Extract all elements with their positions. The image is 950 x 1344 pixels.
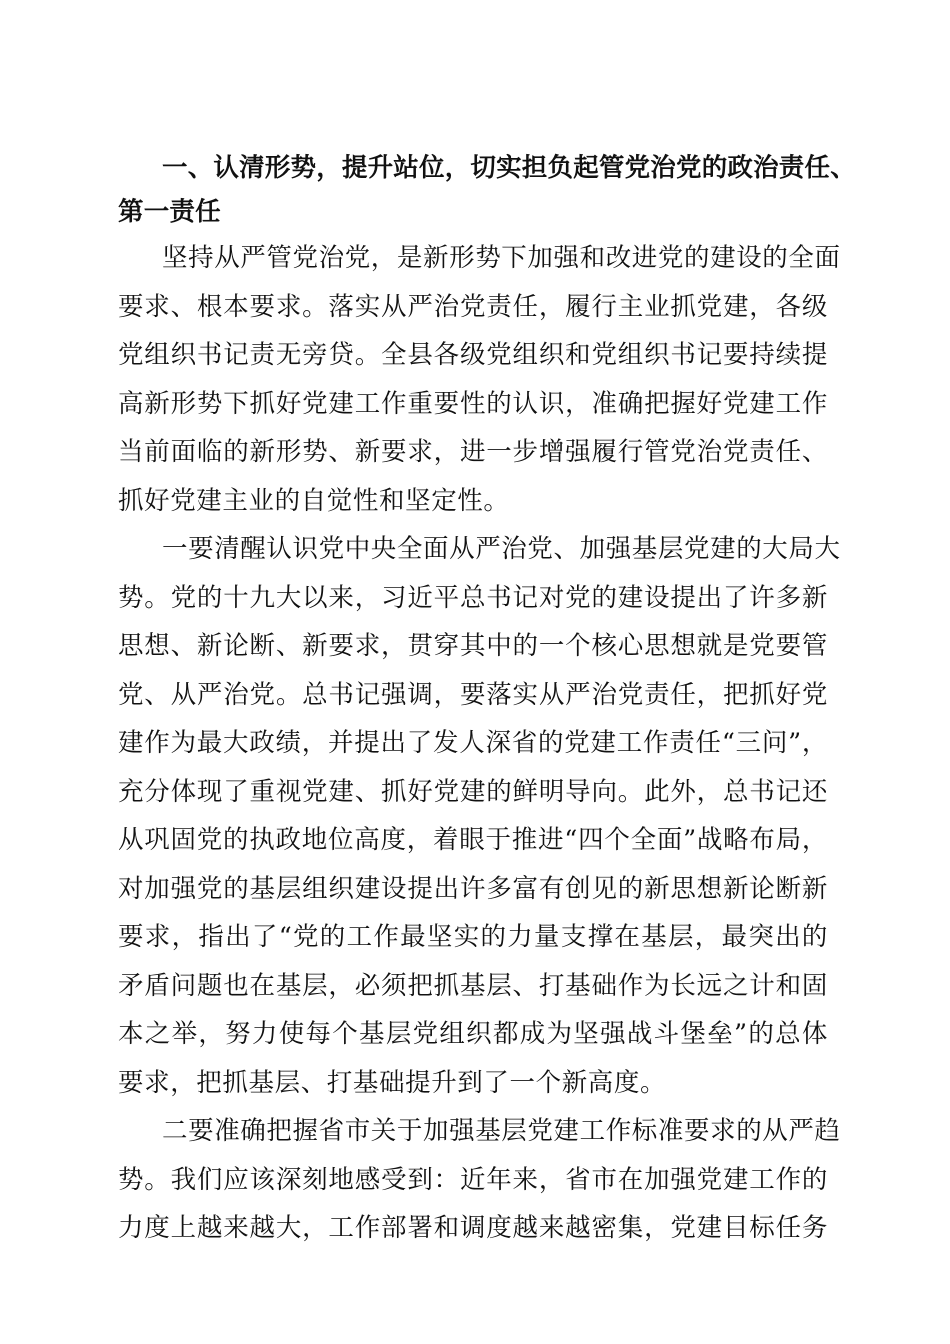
text-line: 要求、根本要求。落实从严治党责任，履行主业抓党建，各级 <box>118 291 828 322</box>
text-line: 本之举，努力使每个基层党组织都成为坚强战斗堡垒”的总体 <box>118 1019 828 1049</box>
text-line: 充分体现了重视党建、抓好党建的鲜明导向。此外，总书记还 <box>118 776 828 807</box>
section-heading <box>118 146 856 234</box>
text-line: 力度上越来越大，工作部署和调度越来越密集，党建目标任务 <box>118 1213 828 1243</box>
text-line: 思想、新论断、新要求，贯穿其中的一个核心思想就是党要管 <box>118 631 828 661</box>
paragraph-point-two <box>118 1107 841 1253</box>
text-line: 党、从严治党。总书记强调，要落实从严治党责任，把抓好党 <box>118 679 828 710</box>
text-line: 矛盾问题也在基层，必须把抓基层、打基础作为长远之计和固 <box>118 970 828 1001</box>
text-line: 势。我们应该深刻地感受到：近年来，省市在加强党建工作的 <box>118 1164 828 1195</box>
text-line: 要求，把抓基层、打基础提升到了一个新高度。 <box>118 1067 667 1098</box>
paragraph-point-one <box>118 525 841 1107</box>
text-line: 当前面临的新形势、新要求，进一步增强履行管党治党责任、 <box>118 437 828 467</box>
text-line: 一要清醒认识党中央全面从严治党、加强基层党建的大局大 <box>162 534 841 564</box>
text-line: 二要准确把握省市关于加强基层党建工作标准要求的从严趋 <box>162 1116 841 1146</box>
text-line: 建作为最大政绩，并提出了发人深省的党建工作责任“三问”， <box>118 728 828 758</box>
text-line: 坚持从严管党治党，是新形势下加强和改进党的建设的全面 <box>162 243 841 273</box>
text-line: 对加强党的基层组织建设提出许多富有创见的新思想新论断新 <box>118 873 828 904</box>
text-line: 要求，指出了“党的工作最坚实的力量支撑在基层，最突出的 <box>118 922 828 952</box>
paragraph-intro <box>118 234 841 525</box>
text-line: 势。党的十九大以来，习近平总书记对党的建设提出了许多新 <box>118 582 828 613</box>
text-line: 高新形势下抓好党建工作重要性的认识，准确把握好党建工作 <box>118 388 828 419</box>
document-body <box>118 146 856 1253</box>
heading-line: 第一责任 <box>118 197 221 227</box>
heading-line: 一、认清形势，提升站位，切实担负起管党治党的政治责任、 <box>162 153 856 183</box>
text-line: 抓好党建主业的自觉性和坚定性。 <box>118 485 510 516</box>
text-line: 党组织书记责无旁贷。全县各级党组织和党组织书记要持续提 <box>118 340 828 370</box>
text-line: 从巩固党的执政地位高度，着眼于推进“四个全面”战略布局， <box>118 825 828 855</box>
